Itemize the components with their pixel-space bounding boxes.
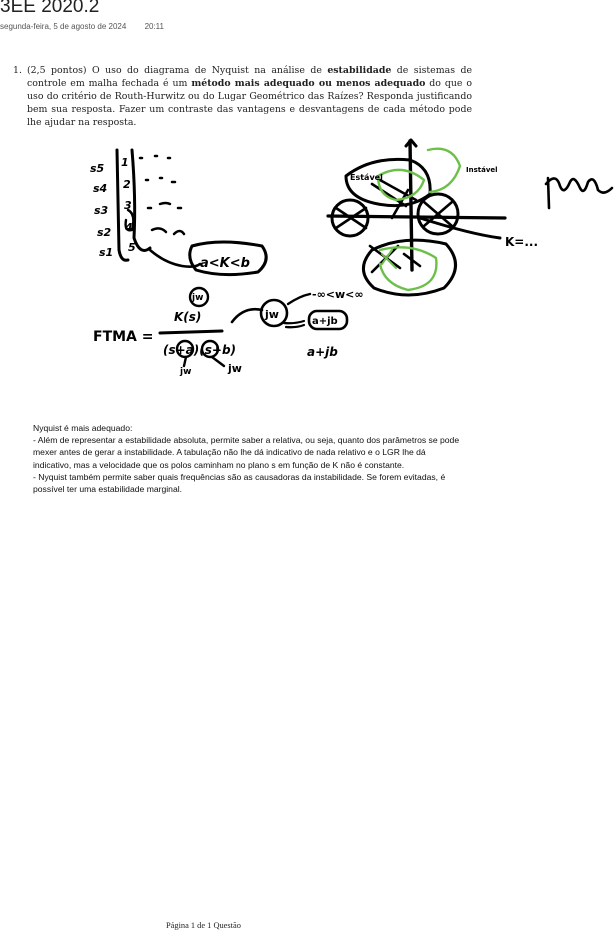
label-k: K=...	[505, 235, 539, 249]
page-footer: Página 1 de 1 Questão	[166, 921, 241, 930]
equals-sign	[284, 321, 304, 327]
routh-row-label: s3	[94, 204, 109, 217]
question-text-part: (2,5 pontos) O uso do diagrama de Nyquist na análise de	[27, 65, 328, 76]
page-date: segunda-feira, 5 de agosto de 2024	[0, 22, 127, 31]
question-text-part: do que o uso do critério de Routh-Hurwitz ou do Lugar Geométrico das Raízes? Responda justificando bem sua resposta. Fazer um contraste das vantagens e desvantagens de cada método pode lhe ajudar na resposta.	[27, 78, 472, 128]
routh-cell: 5	[128, 241, 136, 254]
jw-main: jw	[265, 308, 279, 321]
routh-dots	[140, 156, 184, 234]
routh-cell: 4	[125, 221, 133, 234]
jw-sub-top: jw	[192, 293, 204, 303]
response-sketch	[546, 178, 612, 208]
page-title: 3EE 2020.2	[0, 0, 100, 17]
pole-term-expanded: a+jb	[307, 345, 338, 359]
answer-line: Nyquist é mais adequado:	[33, 423, 133, 433]
jw-sub-right: jw	[228, 362, 242, 375]
handwritten-sketch	[0, 138, 615, 400]
question-emphasis: método mais adequado ou menos adequado	[191, 78, 426, 89]
routh-bracket-right	[132, 150, 150, 250]
nyquist-sketch	[328, 140, 538, 295]
routh-row-label: s2	[97, 226, 112, 239]
gain-range-box	[190, 242, 266, 275]
routh-cell: 1	[121, 156, 129, 169]
question-text-part: de sistemas de controle em malha fechada é um	[27, 65, 472, 89]
jw-substitution	[232, 288, 364, 359]
routh-row-label: s4	[93, 182, 108, 195]
freq-range: -∞<w<∞	[312, 288, 364, 301]
ftma-label: FTMA =	[93, 329, 154, 345]
page-time: 20:11	[144, 22, 164, 31]
jw-sub-left: jw	[180, 367, 192, 377]
label-unstable: Instável	[466, 166, 498, 174]
gain-range: a<K<b	[200, 256, 250, 271]
stable-region	[346, 159, 430, 205]
pole-term: a+jb	[312, 316, 338, 327]
pointer-k	[420, 218, 500, 238]
answer-block	[33, 422, 463, 495]
ftma-numerator: K(s)	[174, 310, 202, 324]
jw-arrows	[184, 357, 224, 366]
response-curve	[546, 178, 612, 192]
routh-table	[90, 150, 200, 267]
routh-cell: 3	[124, 199, 132, 212]
answer-line: - Além de representar a estabilidade absoluta, permite saber a relativa, ou seja, quanto dos parâmetros se pode mexer antes de gerar a instabilidade. A tabulação não lhe dá indicativo de nada relativo e o LGR lhe dá indicativo, mas a velocidade que os polos caminham no plano s em função de K não é constante.	[33, 435, 460, 470]
question-1	[8, 64, 472, 129]
routh-row-label: s1	[99, 246, 114, 259]
routh-row-label: s5	[90, 162, 105, 175]
fraction-bar	[160, 331, 222, 333]
ftma-expression	[93, 288, 242, 377]
question-number: 1.	[13, 65, 22, 76]
label-stable: Estável	[350, 173, 383, 182]
ftma-denominator: (s+a)(s+b)	[163, 343, 237, 357]
question-text	[27, 64, 472, 129]
page-datetime	[0, 22, 164, 31]
answer-line: - Nyquist também permite saber quais frequências são as causadoras da instabilidade. Se forem evitadas, é possível ter uma estabilidade marginal.	[33, 471, 446, 495]
question-emphasis: estabilidade	[327, 65, 392, 76]
routh-cell: 2	[123, 178, 131, 191]
highlight-upper	[428, 149, 460, 192]
